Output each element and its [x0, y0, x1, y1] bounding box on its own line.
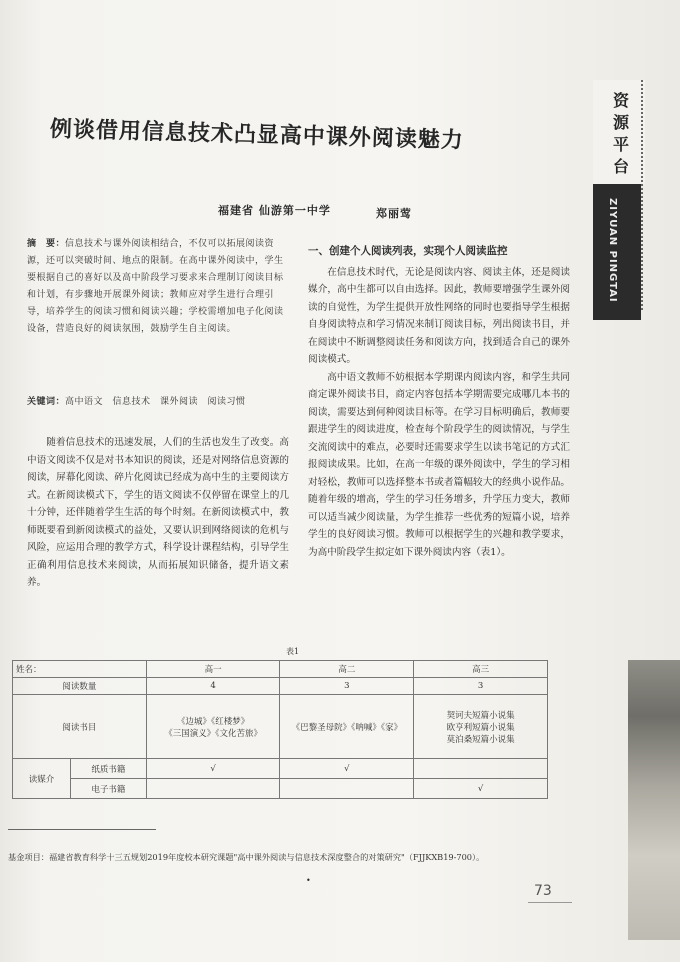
grade-header: 高三: [414, 661, 548, 678]
abstract-text: 信息技术与课外阅读相结合，不仅可以拓展阅读资源，还可以突破时间、地点的限制。在高中课外阅读中，学生要根据自己的喜好以及高中阶段学习要求来合理制订阅读目标和计划，有步骤地开展课外阅读；教师应对学生进行合理引导，培养学生的阅读习惯和阅读兴趣；学校需增加电子化阅读设备，营造良好的阅读氛围，鼓励学生自主阅读。: [27, 239, 284, 334]
footnote-rule: [8, 829, 156, 830]
check-cell: √: [146, 759, 280, 779]
right-column: [308, 243, 570, 561]
abstract-label: 摘 要：: [27, 239, 66, 249]
grade-header: 高一: [146, 661, 280, 678]
books-cell: [414, 695, 548, 759]
decorative-dot: •: [306, 876, 311, 885]
table-row: [13, 779, 548, 799]
keywords: [27, 394, 287, 407]
row-label: 阅读书目: [13, 695, 147, 759]
sidebar-column-name: [611, 90, 631, 178]
body-paragraph: 高中语文教师不妨根据本学期课内阅读内容，和学生共同商定课外阅读书目，商定内容包括本学期需要完成哪几本书的阅读，需要达到何种阅读目标等。在学习目标明确后，教师要跟进学生的阅读进度，检查每个阶段学生的阅读情况，与学生交流阅读中的难点，必要时还需要求学生以读书笔记的方式汇报阅读成果。比如，在高一年级的课外阅读中，学生的学习相对轻松，教师可以选择整本书或者篇幅较大的经典小说作品。随着年级的增高，学生的学习任务增多，升学压力变大，教师可以适当减少阅读量，为学生推荐一些优秀的短篇小说，培养学生的良好阅读习惯。教师可以根据学生的兴趣和教学要求，为高中阶段学生拟定如下课外阅读内容（表1）。: [308, 371, 570, 558]
keywords-text: 高中语文 信息技术 课外阅读 阅读习惯: [65, 397, 246, 407]
check-cell: √: [280, 759, 414, 779]
book-line: 《三国演义》《文化苦旅》: [164, 728, 262, 739]
body-paragraph: 随着信息技术的迅速发展，人们的生活也发生了改变。高中语文阅读不仅是对书本知识的阅读，还是对网络信息资源的阅读，屏幕化阅读、碎片化阅读已经成为高中生的主要阅读方式。在新阅读模式下，学生的语文阅读不仅停留在课堂上的几十分钟，还伴随着学生生活的每个时刻。在新阅读模式中，教师既要看到新阅读模式的益处，又要认识到网络阅读的危机与风险，应运用合理的教学方式，科学设计课程结构，引导学生正确利用信息技术来阅读，从而拓展知识储备，提升语文素养。: [27, 437, 289, 588]
table-row: [13, 695, 548, 759]
row-label: 读媒介: [13, 759, 71, 799]
page-number: 73: [534, 883, 552, 899]
book-line: 莫泊桑短篇小说集: [446, 734, 515, 745]
article-title: 例谈借用信息技术凸显高中课外阅读魅力: [49, 116, 465, 154]
sidebar-char: 平: [612, 135, 629, 154]
book-line: 《巴黎圣母院》《呐喊》《家》: [291, 722, 403, 733]
book-line: 《边城》《红楼梦》: [176, 716, 250, 727]
sidebar-dotted-rule: [641, 80, 643, 310]
reading-list-table: [12, 660, 548, 799]
table-caption: 表1: [286, 647, 300, 656]
count-cell: 3: [280, 678, 414, 695]
sidebar-pinyin: ZIYUAN PINGTAI: [607, 198, 618, 303]
count-cell: 4: [146, 678, 280, 695]
books-cell: [146, 695, 280, 759]
column-sidebar: [593, 80, 645, 320]
abstract: [27, 236, 285, 338]
sidebar-char: 资: [612, 91, 629, 110]
check-cell: [146, 779, 280, 799]
keywords-label: 关键词：: [27, 397, 66, 407]
section-heading: 一、创建个人阅读列表，实现个人阅读监控: [308, 245, 508, 257]
table-corner-cell: 姓名：: [13, 661, 147, 678]
check-cell: [280, 779, 414, 799]
grade-header: 高二: [280, 661, 414, 678]
table-row: [13, 678, 548, 695]
media-label: 纸质书籍: [70, 759, 146, 779]
left-column: [27, 434, 289, 592]
footnote: 基金项目：福建省教育科学十三五规划2019年度校本研究课题"高中课外阅读与信息技术深度整合的对策研究"（FJJKXB19-700）。: [8, 852, 485, 862]
page-number-rule: [528, 902, 572, 903]
count-cell: 3: [414, 678, 548, 695]
row-label: 阅读数量: [13, 678, 147, 695]
media-label: 电子书籍: [70, 779, 146, 799]
body-paragraph: 在信息技术时代，无论是阅读内容、阅读主体，还是阅读媒介，高中生都可以自由选择。因此，教师要增强学生课外阅读的自觉性，为学生提供开放性网络的同时也要指导学生根据自身阅读特点和学习情况来制订阅读目标，列出阅读书目，并在阅读中不断调整阅读任务和阅读方向，找到适合自己的课外阅读模式。: [308, 266, 570, 365]
author-name: 郑丽莺: [376, 207, 412, 220]
book-line: 契诃夫短篇小说集: [446, 710, 515, 721]
sidebar-char: 源: [612, 113, 629, 132]
check-cell: [414, 759, 548, 779]
table-row: [13, 661, 548, 678]
check-cell: √: [414, 779, 548, 799]
sidebar-char: 台: [612, 157, 629, 176]
edge-photo: [628, 660, 680, 940]
table-row: [13, 759, 548, 779]
books-cell: [280, 695, 414, 759]
author-school: 福建省 仙游第一中学: [218, 204, 331, 217]
book-line: 欧亨利短篇小说集: [446, 722, 515, 733]
